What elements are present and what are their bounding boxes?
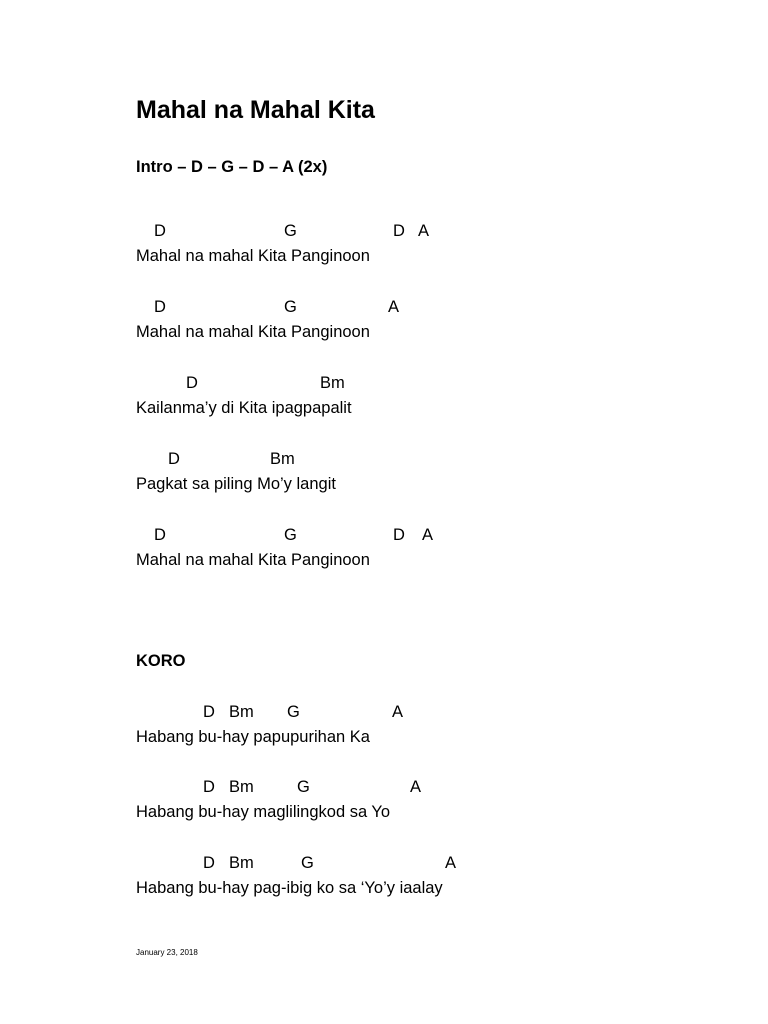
footer-date: January 23, 2018 — [136, 948, 198, 957]
lyric-line: Habang bu-hay maglilingkod sa Yo — [136, 803, 391, 821]
chord: D — [203, 703, 215, 721]
lyric-line: Pagkat sa piling Mo’y langit — [136, 475, 336, 493]
chorus-heading: KORO — [136, 652, 186, 670]
chord: G — [297, 778, 310, 796]
chord: A — [388, 298, 400, 316]
song-title: Mahal na Mahal Kita — [136, 96, 375, 124]
chord: A — [445, 854, 457, 872]
lyric-line: Kailanma’y di Kita ipagpapalit — [136, 399, 352, 417]
chord: Bm — [229, 703, 254, 721]
chord: Bm — [320, 374, 345, 392]
lyric-line: Mahal na mahal Kita Panginoon — [136, 551, 370, 569]
chord: D — [154, 222, 166, 240]
chord: A — [410, 778, 422, 796]
chord: G — [284, 222, 297, 240]
chord: Bm — [270, 450, 295, 468]
intro-line: Intro – D – G – D – A (2x) — [136, 158, 328, 176]
chord: A — [422, 526, 434, 544]
chord: D — [154, 526, 166, 544]
chord: Bm — [229, 778, 254, 796]
chord: G — [284, 526, 297, 544]
chord: Bm — [229, 854, 254, 872]
chord: D — [186, 374, 198, 392]
lyric-line: Mahal na mahal Kita Panginoon — [136, 323, 370, 341]
lyric-line: Habang bu-hay papupurihan Ka — [136, 728, 370, 746]
lyric-line: Mahal na mahal Kita Panginoon — [136, 247, 370, 265]
chord: A — [392, 703, 404, 721]
chord: G — [301, 854, 314, 872]
chord: D — [168, 450, 180, 468]
lyric-line: Habang bu-hay pag-ibig ko sa ‘Yo’y iaalay — [136, 879, 443, 897]
chord: G — [287, 703, 300, 721]
chord: D — [393, 222, 405, 240]
chord: D — [393, 526, 405, 544]
chord: D — [203, 778, 215, 796]
chord: D — [203, 854, 215, 872]
chord: D — [154, 298, 166, 316]
chord: A — [418, 222, 430, 240]
chord: G — [284, 298, 297, 316]
